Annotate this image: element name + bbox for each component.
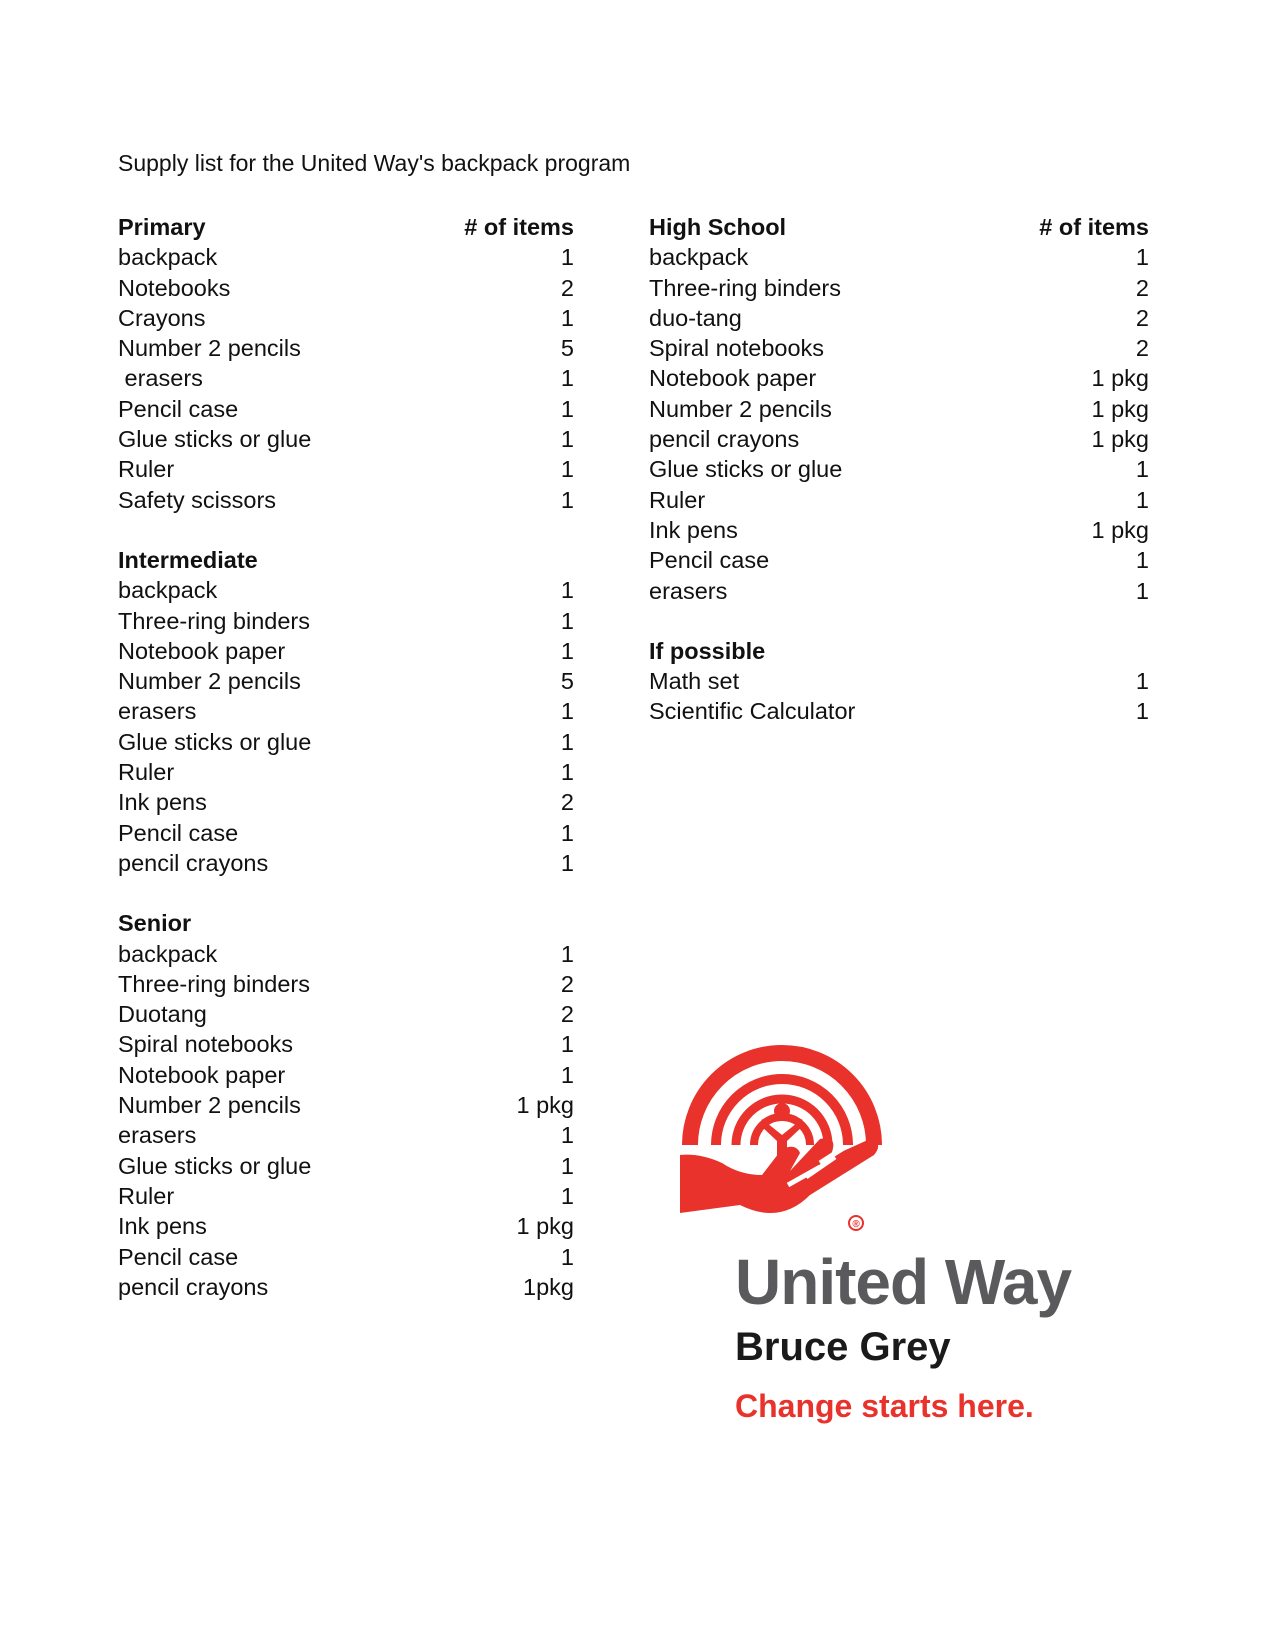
supply-row	[649, 394, 1149, 424]
item-name: Ruler	[118, 759, 175, 786]
supply-section	[118, 908, 574, 1302]
supply-row	[118, 273, 574, 303]
item-qty: 1	[560, 244, 574, 271]
supply-row	[649, 454, 1149, 484]
item-qty: 5	[560, 335, 574, 362]
item-name: Glue sticks or glue	[649, 456, 843, 483]
item-qty: 1	[560, 426, 574, 453]
item-qty: 1	[560, 1243, 574, 1270]
item-qty: 1	[560, 365, 574, 392]
registered-mark: ®	[852, 1219, 860, 1230]
item-qty: 5	[560, 668, 574, 695]
item-qty: 2	[1135, 304, 1149, 331]
supply-row	[649, 515, 1149, 545]
supply-row	[118, 969, 574, 999]
item-name: duo-tang	[649, 304, 742, 331]
item-qty: 1	[560, 849, 574, 876]
item-name: Ruler	[118, 456, 175, 483]
supply-row	[118, 606, 574, 636]
item-qty: 1	[560, 940, 574, 967]
item-name: Glue sticks or glue	[118, 1152, 312, 1179]
item-name: backpack	[118, 244, 218, 271]
supply-row	[118, 999, 574, 1029]
item-qty: 1	[1135, 547, 1149, 574]
brand-name: United Way	[735, 1246, 1072, 1318]
item-qty: 1	[1135, 668, 1149, 695]
supply-row	[118, 939, 574, 969]
supply-row	[118, 1090, 574, 1120]
item-name: Notebook paper	[118, 637, 286, 664]
item-qty: 1 pkg	[1091, 516, 1149, 543]
item-name: Ink pens	[118, 1213, 207, 1240]
section-header	[649, 636, 1149, 666]
item-qty: 1	[560, 698, 574, 725]
item-qty: 1	[560, 456, 574, 483]
item-name: backpack	[118, 940, 218, 967]
item-qty: 1	[1135, 486, 1149, 513]
brand-region: Bruce Grey	[735, 1325, 951, 1369]
item-name: Pencil case	[118, 1243, 239, 1270]
supply-row	[118, 333, 574, 363]
supply-row	[649, 303, 1149, 333]
item-name: Notebook paper	[649, 365, 817, 392]
brand-tagline: Change starts here.	[735, 1388, 1034, 1424]
item-qty: 1	[560, 486, 574, 513]
supply-row	[649, 242, 1149, 272]
item-name: backpack	[118, 577, 218, 604]
supply-row	[118, 454, 574, 484]
item-name: Glue sticks or glue	[118, 426, 312, 453]
supply-row	[118, 1242, 574, 1272]
item-qty: 2	[1135, 335, 1149, 362]
supply-row	[649, 666, 1149, 696]
section-heading: Senior	[118, 910, 192, 937]
section-header	[118, 545, 574, 575]
item-name: Three-ring binders	[118, 607, 311, 634]
section-header	[649, 212, 1149, 242]
item-qty: 1	[1135, 456, 1149, 483]
item-name: Spiral notebooks	[118, 1031, 294, 1058]
section-heading: High School	[649, 214, 787, 240]
supply-row	[649, 333, 1149, 363]
supply-row	[649, 424, 1149, 454]
item-qty: 1	[560, 819, 574, 846]
supply-row	[118, 636, 574, 666]
item-name: Ruler	[118, 1182, 175, 1209]
item-qty: 1	[560, 1031, 574, 1058]
item-name: erasers	[118, 365, 203, 392]
supply-row	[118, 1151, 574, 1181]
section-header	[118, 908, 574, 938]
supply-row	[118, 303, 574, 333]
item-name: Number 2 pencils	[118, 1092, 301, 1119]
item-name: Notebooks	[118, 274, 231, 301]
supply-row	[649, 545, 1149, 575]
item-name: Spiral notebooks	[649, 335, 825, 362]
supply-row	[118, 787, 574, 817]
section-heading: Primary	[118, 214, 206, 240]
item-name: Three-ring binders	[118, 970, 311, 997]
item-name: pencil crayons	[118, 1273, 269, 1300]
supply-row	[649, 696, 1149, 726]
item-name: Scientific Calculator	[649, 698, 856, 725]
item-name: Ink pens	[118, 789, 207, 816]
item-name: Number 2 pencils	[118, 335, 301, 362]
item-qty: 1 pkg	[1091, 395, 1149, 422]
item-qty: 2	[560, 789, 574, 816]
supply-section	[118, 212, 574, 515]
item-name: Pencil case	[118, 819, 239, 846]
hand-rainbow-icon	[670, 1035, 900, 1245]
item-name: Pencil case	[118, 395, 239, 422]
item-qty: 2	[1135, 274, 1149, 301]
item-qty: 1	[560, 728, 574, 755]
item-name: Three-ring binders	[649, 274, 842, 301]
supply-row	[118, 394, 574, 424]
item-qty: 1	[560, 759, 574, 786]
supply-row	[118, 424, 574, 454]
item-qty: 1	[560, 1152, 574, 1179]
item-qty: 2	[560, 274, 574, 301]
supply-row	[118, 242, 574, 272]
item-qty: 1 pkg	[1091, 365, 1149, 392]
item-qty: 1	[1135, 244, 1149, 271]
item-qty: 1	[560, 637, 574, 664]
supply-row	[118, 1029, 574, 1059]
supply-row	[118, 1211, 574, 1241]
supply-section	[649, 212, 1149, 606]
item-qty: 1	[560, 1122, 574, 1149]
item-name: Duotang	[118, 1001, 207, 1028]
supply-row	[118, 575, 574, 605]
supply-row	[118, 363, 574, 393]
item-qty: 1	[560, 1182, 574, 1209]
item-qty: 1	[560, 304, 574, 331]
item-name: erasers	[118, 698, 197, 725]
item-qty: 2	[560, 970, 574, 997]
section-heading: Intermediate	[118, 546, 258, 573]
supply-row	[118, 848, 574, 878]
right-column	[649, 212, 1149, 757]
item-name: Safety scissors	[118, 486, 277, 513]
item-name: Notebook paper	[118, 1061, 286, 1088]
supply-row	[118, 1060, 574, 1090]
supply-row	[118, 757, 574, 787]
item-qty: 1	[1135, 698, 1149, 725]
supply-row	[649, 363, 1149, 393]
item-name: Crayons	[118, 304, 206, 331]
item-name: Number 2 pencils	[649, 395, 832, 422]
qty-column-header: # of items	[1039, 214, 1149, 240]
item-qty: 1 pkg	[516, 1092, 574, 1119]
supply-row	[649, 485, 1149, 515]
qty-column-header: # of items	[464, 214, 574, 240]
supply-row	[118, 727, 574, 757]
supply-row	[118, 1272, 574, 1302]
section-heading: If possible	[649, 637, 766, 664]
item-name: Ink pens	[649, 516, 738, 543]
left-column	[118, 212, 574, 1332]
supply-row	[649, 576, 1149, 606]
item-name: Number 2 pencils	[118, 668, 301, 695]
section-header	[118, 212, 574, 242]
supply-row	[118, 1120, 574, 1150]
item-name: pencil crayons	[118, 849, 269, 876]
item-name: Math set	[649, 668, 740, 695]
item-qty: 1	[560, 1061, 574, 1088]
item-qty: 2	[560, 1001, 574, 1028]
item-name: erasers	[649, 577, 728, 604]
item-qty: 1	[560, 607, 574, 634]
supply-row	[649, 273, 1149, 303]
page-title: Supply list for the United Way's backpack program	[118, 150, 631, 176]
item-qty: 1	[1135, 577, 1149, 604]
united-way-logo	[670, 1035, 1130, 1435]
item-name: backpack	[649, 244, 749, 271]
item-qty: 1	[560, 577, 574, 604]
supply-section	[649, 636, 1149, 727]
item-name: erasers	[118, 1122, 197, 1149]
item-qty: 1pkg	[523, 1273, 574, 1300]
item-name: Glue sticks or glue	[118, 728, 312, 755]
item-qty: 1 pkg	[516, 1213, 574, 1240]
supply-row	[118, 485, 574, 515]
supply-row	[118, 818, 574, 848]
supply-row	[118, 696, 574, 726]
supply-row	[118, 1181, 574, 1211]
item-qty: 1	[560, 395, 574, 422]
item-name: Ruler	[649, 486, 706, 513]
item-name: Pencil case	[649, 547, 770, 574]
item-name: pencil crayons	[649, 426, 800, 453]
supply-row	[118, 666, 574, 696]
supply-section	[118, 545, 574, 878]
item-qty: 1 pkg	[1091, 426, 1149, 453]
